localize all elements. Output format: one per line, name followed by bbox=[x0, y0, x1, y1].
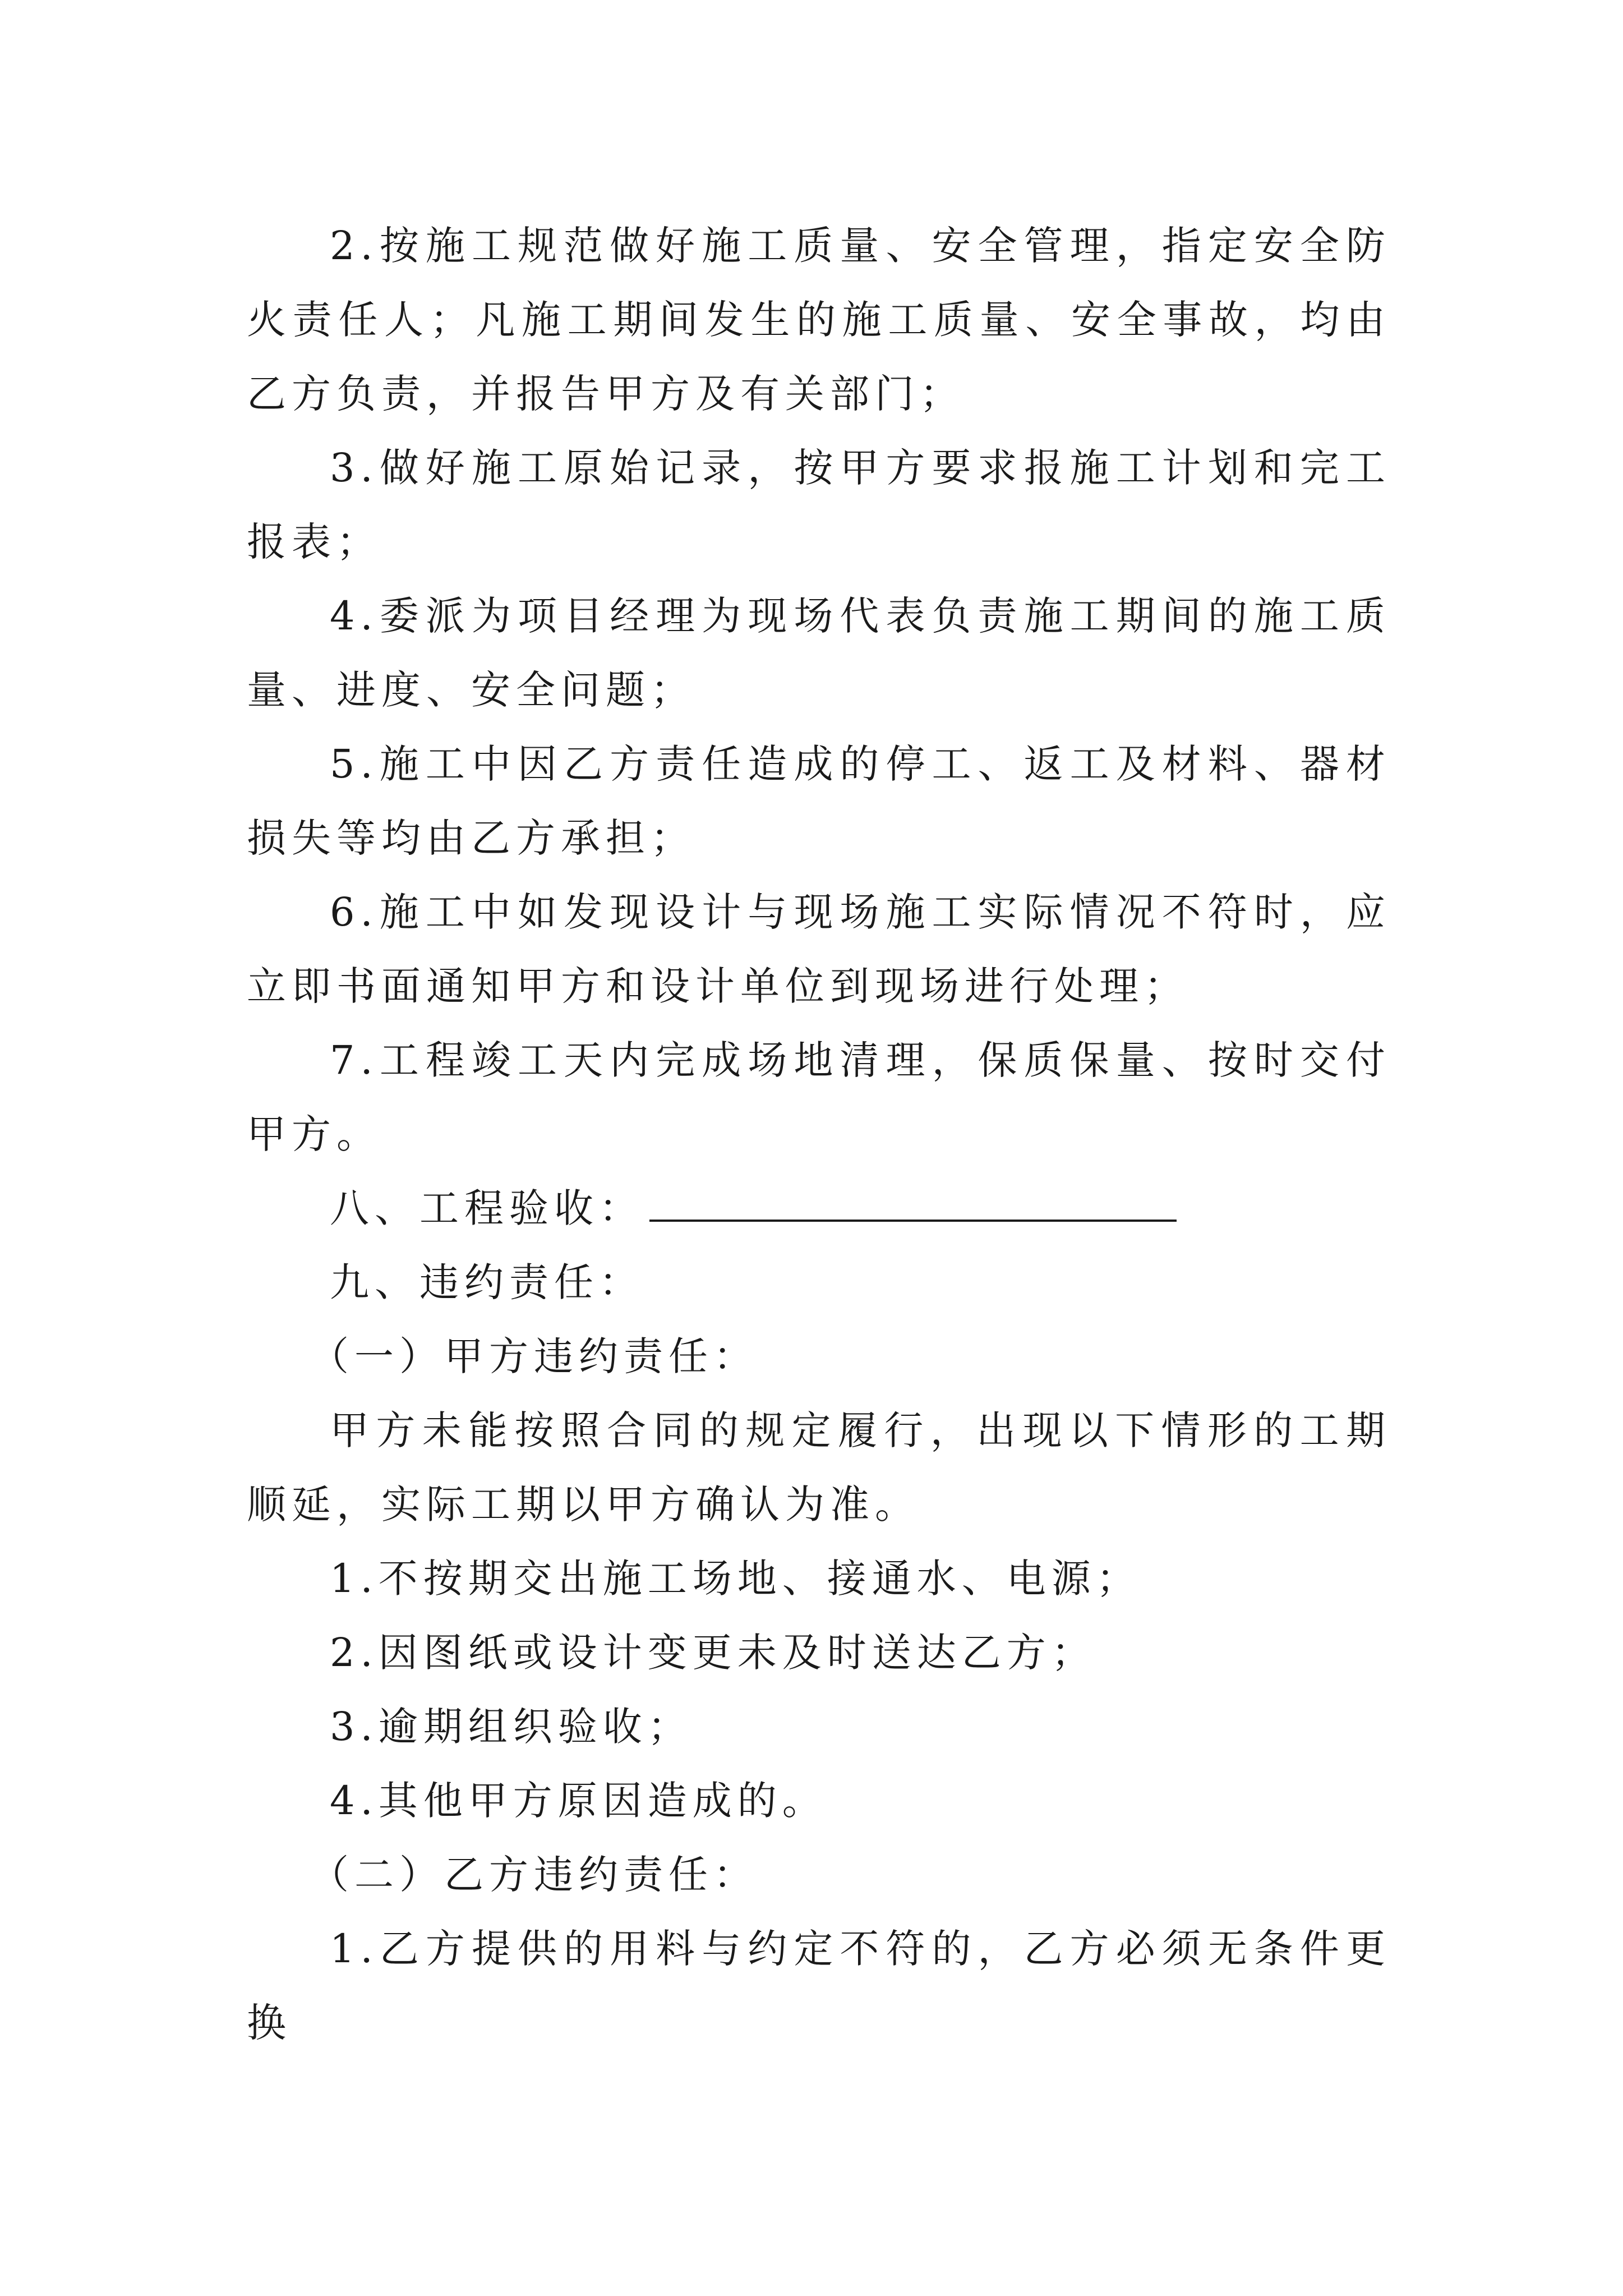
acceptance-blank-line bbox=[649, 1180, 1177, 1222]
section-9-heading: 九、违约责任： bbox=[330, 1259, 644, 1305]
party-a-item-1: 1.不按期交出施工场地、接通水、电源； bbox=[330, 1556, 1141, 1602]
clause-5-paragraph: 5.施工中因乙方责任造成的停工、返工及材料、器材损失等均由乙方承担； bbox=[247, 741, 1391, 861]
clause-6-paragraph: 6.施工中如发现设计与现场施工实际情况不符时，应立即书面通知甲方和设计单位到现场进行处理； bbox=[247, 889, 1391, 1009]
party-b-item-1: 1.乙方提供的用料与约定不符的，乙方必须无条件更换 bbox=[247, 1926, 1391, 2046]
party-b-liability-heading: （二）乙方违约责任： bbox=[310, 1852, 758, 1898]
section-8-label: 八、工程验收： bbox=[330, 1185, 644, 1231]
clause-2-paragraph: 2.按施工规范做好施工质量、安全管理，指定安全防火责任人；凡施工期间发生的施工质量、安全事故，均由乙方负责，并报告甲方及有关部门； bbox=[247, 223, 1391, 417]
party-a-item-4: 4.其他甲方原因造成的。 bbox=[330, 1778, 827, 1824]
clause-4-paragraph: 4.委派为项目经理为现场代表负责施工期间的施工质量、进度、安全问题； bbox=[247, 593, 1391, 713]
party-a-item-2: 2.因图纸或设计变更未及时送达乙方； bbox=[330, 1630, 1096, 1676]
party-a-liability-intro: 甲方未能按照合同的规定履行，出现以下情形的工期顺延，实际工期以甲方确认为准。 bbox=[247, 1407, 1391, 1527]
document-page bbox=[247, 209, 1391, 2060]
clause-3-paragraph: 3.做好施工原始记录，按甲方要求报施工计划和完工报表； bbox=[247, 445, 1391, 565]
clause-7-paragraph: 7.工程竣工天内完成场地清理，保质保量、按时交付甲方。 bbox=[247, 1037, 1391, 1157]
party-a-liability-heading: （一）甲方违约责任： bbox=[310, 1333, 758, 1379]
party-a-item-3: 3.逾期组织验收； bbox=[330, 1704, 693, 1750]
section-8-heading bbox=[247, 1171, 1391, 1245]
